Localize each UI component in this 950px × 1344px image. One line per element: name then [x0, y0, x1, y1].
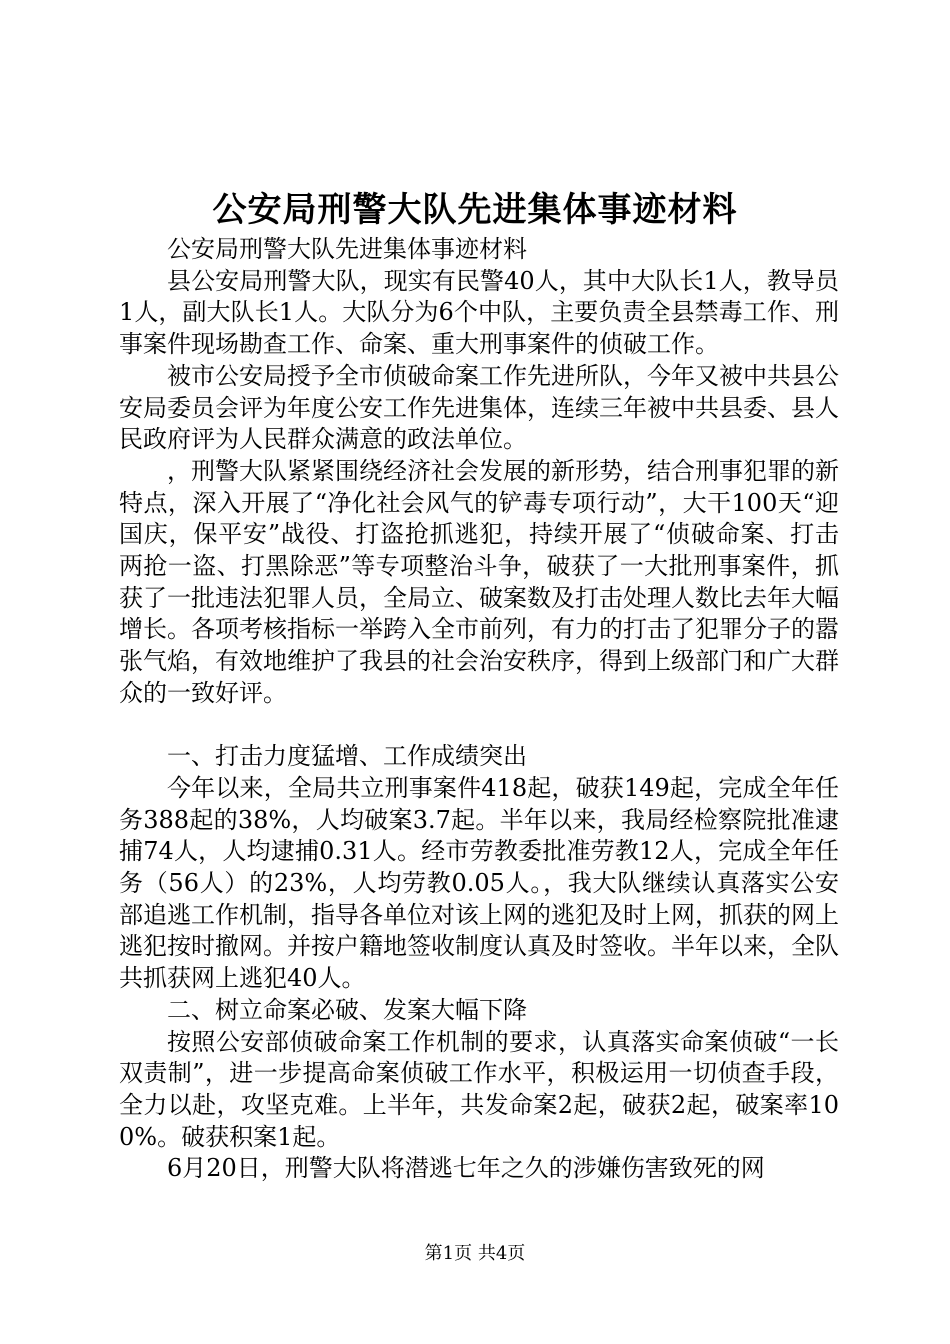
document-title: 公安局刑警大队先进集体事迹材料 — [212, 190, 738, 230]
document-body — [119, 234, 839, 1185]
paragraph-campaigns: ，刑警大队紧紧围绕经济社会发展的新形势，结合刑事犯罪的新特点，深入开展了“净化社会风气的铲毒专项行动”，大干100天“迎国庆，保平安”战役、打盗抢抓逃犯，持续开展了“侦破命案、打击两抢一盗、打黑除恶”等专项整治斗争，破获了一大批刑事案件，抓获了一批违法犯罪人员，全局立、破案数及打击处理人数比去年大幅增长。各项考核指标一举跨入全市前列，有力的打击了犯罪分子的嚣张气焰，有效地维护了我县的社会治安秩序，得到上级部门和广大群众的一致好评。 — [119, 456, 839, 707]
paragraph-case-june: 6月20日，刑警大队将潜逃七年之久的涉嫌伤害致死的网 — [167, 1154, 765, 1183]
section-heading-1: 一、打击力度猛增、工作成绩突出 — [167, 742, 527, 771]
paragraph-homicide: 按照公安部侦破命案工作机制的要求，认真落实命案侦破“一长双责制”，进一步提高命案侦破工作水平，积极运用一切侦查手段，全力以赴，攻坚克难。上半年，共发命案2起，破获2起，破案率100%。破获积案1起。 — [119, 1027, 839, 1151]
page-footer: 第1页 共4页 — [424, 1243, 526, 1264]
section-heading-2: 二、树立命案必破、发案大幅下降 — [167, 995, 527, 1024]
paragraph-intro: 县公安局刑警大队，现实有民警40人，其中大队长1人，教导员1人，副大队长1人。大队分为6个中队，主要负责全县禁毒工作、刑事案件现场勘查工作、命案、重大刑事案件的侦破工作。 — [119, 266, 839, 359]
paragraph-subtitle: 公安局刑警大队先进集体事迹材料 — [167, 235, 527, 263]
paragraph-statistics: 今年以来，全局共立刑事案件418起，破获149起，完成全年任务388起的38%，人均破案3.7起。半年以来，我局经检察院批准逮捕74人，人均逮捕0.31人。经市劳教委批准劳教12人，完成全年任务（56人）的23%，人均劳教0.05人。，我大队继续认真落实公安部追逃工作机制，指导各单位对该上网的逃犯及时上网，抓获的网上逃犯按时撤网。并按户籍地签收制度认真及时签收。半年以来，全队共抓获网上逃犯40人。 — [119, 773, 839, 993]
paragraph-honors: 被市公安局授予全市侦破命案工作先进所队，今年又被中共县公安局委员会评为年度公安工作先进集体，连续三年被中共县委、县人民政府评为人民群众满意的政法单位。 — [119, 361, 839, 454]
